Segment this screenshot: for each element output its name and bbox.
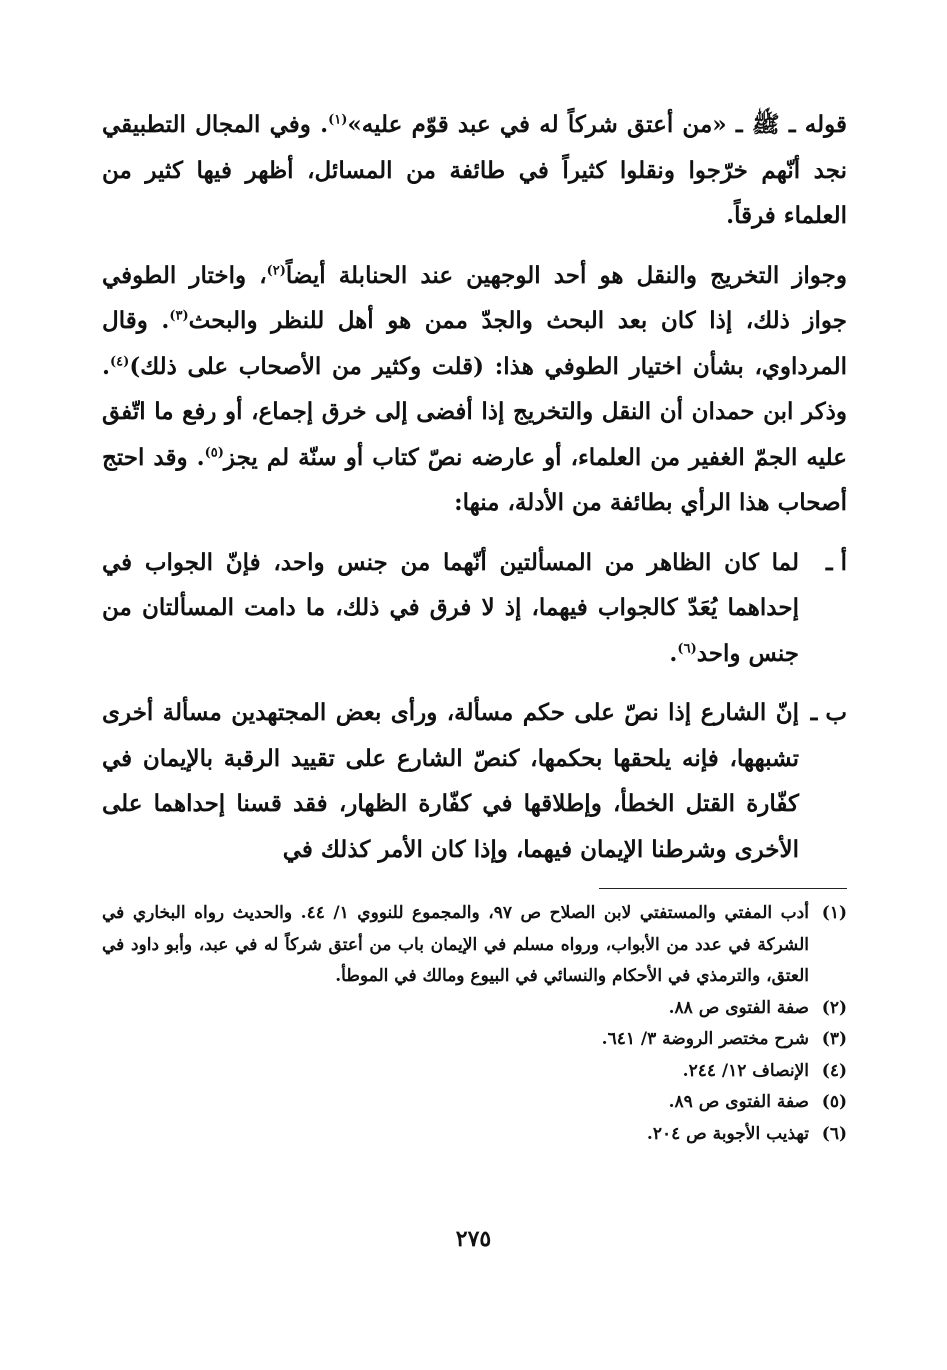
footnote-2-number: (٢) xyxy=(821,997,847,1018)
paragraph-2-text-a: وجواز التخريج والنقل هو أحد الوجهين عند الحنابلة أيضاً xyxy=(285,261,847,289)
list-item-b xyxy=(102,690,847,872)
footnote-ref-1[interactable]: (١) xyxy=(328,112,348,128)
footnote-2-text: صفة الفتوى ص ٨٨. xyxy=(668,997,809,1018)
footnote-5-text: صفة الفتوى ص ٨٩. xyxy=(668,1092,809,1112)
footnote-ref-4[interactable]: (٤) xyxy=(110,353,130,369)
footnote-1-number: (١) xyxy=(821,903,847,923)
footnote-4-text: الإنصاف ١٢/ ٢٤٤. xyxy=(682,1060,809,1081)
footnote-1-text: أدب المفتي والمستفتي لابن الصلاح ص ٩٧، والمجموع للنووي ١/ ٤٤. والحديث رواه البخاري في الشركة في عدد من الأبواب، ورواه مسلم في الإيمان باب من أعتق شركاً له في عبد، وأبو داود في العتق، والترمذي في الأحكام والنسائي في البيوع ومالك في الموطأ. xyxy=(102,903,809,986)
list-item-b-text: إنّ الشارع إذا نصّ على حكم مسألة، ورأى بعض المجتهدين مسألة أخرى تشبهها، فإنه يلحقها بحكمها، كنصّ الشارع على تقييد الرقبة بالإيمان في كفّارة القتل الخطأ، وإطلاقها في كفّارة الظهار، فقد قسنا إحداهما على الأخرى وشرطنا الإيمان فيهما، وإذا كان الأمر كذلك في xyxy=(102,699,799,863)
footnote-6-text: تهذيب الأجوبة ص ٢٠٤. xyxy=(646,1123,809,1144)
footnote-3-text: شرح مختصر الروضة ٣/ ٦٤١. xyxy=(601,1029,809,1049)
footnote-ref-6[interactable]: (٦) xyxy=(677,640,697,656)
paragraph-1 xyxy=(102,102,847,239)
list-item-a xyxy=(102,540,847,677)
footnote-ref-2[interactable]: (٢) xyxy=(266,262,286,278)
list-item-a-marker: أ ـ xyxy=(825,548,847,576)
footnote-3 xyxy=(102,1024,847,1056)
paragraph-2-text-b: ، واختار الطوفي جواز ذلك، إذا كان بعد البحث والجدّ ممن هو أهل للنظر والبحث xyxy=(102,261,847,334)
main-text xyxy=(102,102,847,872)
list-item-a-end: . xyxy=(669,639,678,667)
footnote-4-number: (٤) xyxy=(821,1060,847,1081)
footnote-3-number: (٣) xyxy=(821,1029,847,1049)
page-number: ٢٧٥ xyxy=(455,1226,492,1252)
footnote-ref-5[interactable]: (٥) xyxy=(204,444,224,460)
footnote-6-number: (٦) xyxy=(821,1123,847,1144)
footnote-6 xyxy=(102,1119,847,1151)
paragraph-1-text-a: قوله ـ ﷺ ـ «من أعتق شركاً له في عبد قوّم عليه» xyxy=(347,111,847,138)
footnote-separator xyxy=(599,888,847,889)
paragraph-2-text-d: . وذكر ابن حمدان أن النقل والتخريج إذا أفضى إلى خرق إجماع، أو رفع ما اتّفق عليه الجمّ الغفير من العلماء، أو عارضه نصّ كتاب أو سنّة لم يجز xyxy=(102,352,847,471)
list-item-a-text xyxy=(102,540,799,677)
footnote-5 xyxy=(102,1087,847,1119)
footnote-ref-3[interactable]: (٣) xyxy=(169,308,189,324)
footnotes xyxy=(102,898,847,1150)
paragraph-2-text-c: . وقال المرداوي، بشأن اختيار الطوفي هذا: (قلت وكثير من الأصحاب على ذلك) xyxy=(102,307,847,380)
paragraph-2-text-e: . وقد احتج أصحاب هذا الرأي بطائفة من الأدلة، منها: xyxy=(102,443,847,516)
list-item-a-body: لما كان الظاهر من المسألتين أنّهما من جنس واحد، فإنّ الجواب في إحداهما يُعَدّ كالجواب فيهما، إذ لا فرق في ذلك، ما دامت المسألتان من جنس واحد xyxy=(102,548,799,667)
paragraph-2 xyxy=(102,253,847,526)
footnote-4 xyxy=(102,1056,847,1088)
list-item-b-marker: ب ـ xyxy=(810,699,847,726)
footnote-5-number: (٥) xyxy=(821,1092,847,1112)
footnote-2 xyxy=(102,993,847,1025)
footnote-1 xyxy=(102,898,847,993)
paragraph-1-text-b: . وفي المجال التطبيقي نجد أنّهم خرّجوا ونقلوا كثيراً في طائفة من المسائل، أظهر فيها كثير من العلماء فرقاً. xyxy=(102,111,847,229)
